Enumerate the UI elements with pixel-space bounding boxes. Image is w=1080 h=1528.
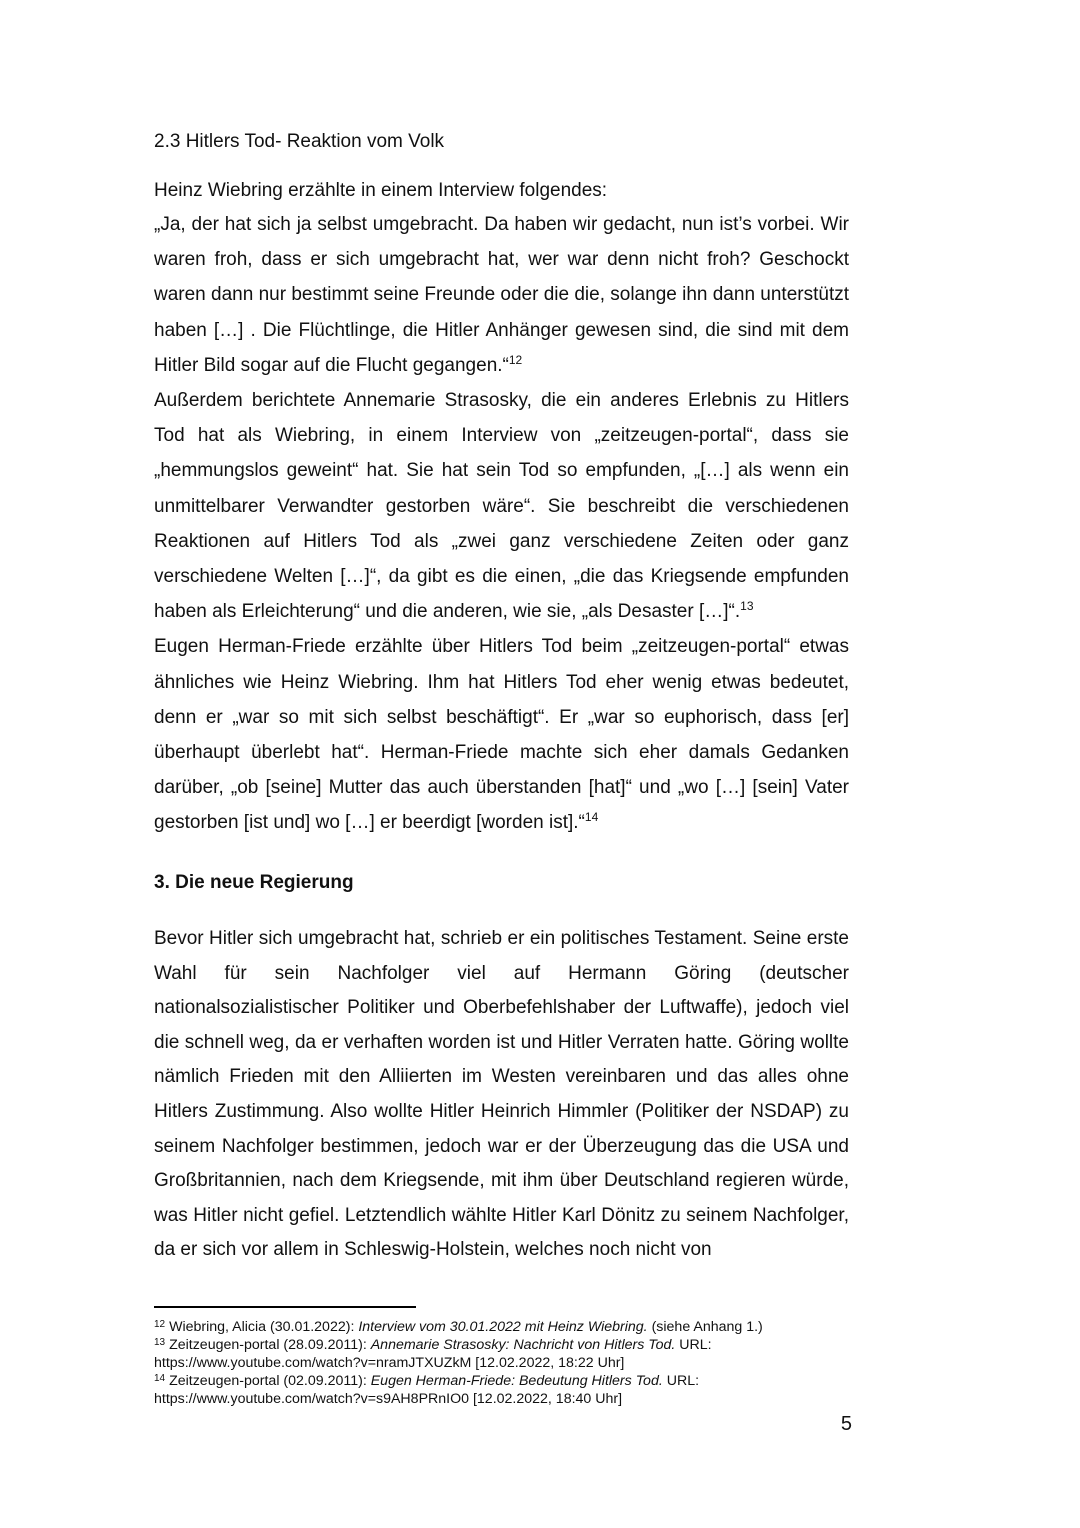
wiebring-quote [154,207,849,383]
friede-body: Eugen Herman-Friede erzählte über Hitlers Tod beim „zeitzeugen-portal“ etwas ähnliches wie Heinz Wiebring. Ihm hat Hitlers Tod eher wenig etwas bedeutet, denn er „war so mit sich selbst beschäftigt“. Er „war so euphorisch, dass [er] überhaupt überlebt hat“. Herman-Friede machte sich eher damals Gedanken darüber, „ob [seine] Mutter das auch überstanden [hat]“ und „wo […] [sein] Vater gestorben [ist und] wo […] er beerdigt [worden ist].“ [154,636,849,834]
strasosky-body: Außerdem berichtete Annemarie Strasosky, die ein anderes Erlebnis zu Hitlers Tod hat als Wiebring, in einem Interview von „zeitzeugen-portal“, dass sie „hemmungslos geweint“ hat. Sie hat sein Tod so empfunden, „[…] als wenn ein unmittelbarer Verwandter gestorben wäre“. Sie beschreibt die verschiedenen Reaktionen auf Hitlers Tod als „zwei ganz verschiedene Zeiten oder ganz verschiedene Welten […]“, da gibt es die einen, „die das Kriegsende empfunden haben als Erleichterung“ und die anderen, wie sie, „als Desaster […]“. [154,390,849,623]
government-body: Bevor Hitler sich umgebracht hat, schrieb er ein politisches Testament. Seine erste Wahl für sein Nachfolger viel auf Hermann Göring (deutscher nationalsozialistischer Politiker und Oberbefehlshaber der Luftwaffe), jedoch viel die schnell weg, da er verhaften worden ist und Hitler Verraten hatte. Göring wollte nämlich Frieden mit den Alliierten im Westen vereinbaren und das alles ohne Hitlers Zustimmung. Also wollte Hitler Heinrich Himmler (Politiker der NSDAP) zu seinem Nachfolger bestimmen, jedoch war er der Überzeugung das die USA und Großbritannien, nach dem Kriegsende, mit ihm über Deutschland regieren würde, was Hitler nicht gefiel. Letztendlich wählte Hitler Karl Dönitz zu seinem Nachfolger, da er sich vor allem in Schleswig-Holstein, welches noch nicht von [154,928,849,1261]
footnote-13-url: https://www.youtube.com/watch?v=nramJTXUZkM [12.02.2022, 18:22 Uhr] [154,1355,625,1371]
footnote-12 [154,1318,874,1336]
footnote-separator [154,1306,416,1308]
intro-line: Heinz Wiebring erzählte in einem Interview folgendes: [154,180,608,201]
footnote-number: 13 [154,1337,166,1348]
footnote-suffix: URL: [675,1337,712,1353]
footnote-13 [154,1336,874,1354]
friede-text [154,629,849,840]
footnote-number: 14 [154,1373,166,1384]
footnote-14 [154,1372,874,1390]
reaction-paragraph [154,207,849,841]
chapter-heading: 3. Die neue Regierung [154,872,354,893]
footnote-14-url: https://www.youtube.com/watch?v=s9AH8PRnIO0 [12.02.2022, 18:40 Uhr] [154,1391,623,1407]
footnote-suffix: (siehe Anhang 1.) [647,1319,763,1335]
footnote-ref-14: 14 [584,810,599,825]
footnote-title: Annemarie Strasosky: Nachricht von Hitlers Tod. [370,1337,676,1353]
government-paragraph [154,922,849,1268]
footnote-source: Zeitzeugen-portal (02.09.2011): [165,1373,371,1389]
section-heading: 2.3 Hitlers Tod- Reaktion vom Volk [154,131,445,152]
footnote-title: Interview vom 30.01.2022 mit Heinz Wiebring. [358,1319,648,1335]
footnote-source: Zeitzeugen-portal (28.09.2011): [165,1337,371,1353]
footnote-source: Wiebring, Alicia (30.01.2022): [165,1319,359,1335]
footnote-number: 12 [154,1319,166,1330]
wiebring-quote-text: „Ja, der hat sich ja selbst umgebracht. Da haben wir gedacht, nun ist’s vorbei. Wir waren froh, dass er sich umgebracht hat, wer war denn nicht froh? Geschockt waren dann nur bestimmt seine Freunde oder die die, solange ihn dann unterstützt haben […] . Die Flüchtlinge, die Hitler Anhänger gewesen sind, die sind mit dem Hitler Bild sogar auf die Flucht gegangen.“ [154,214,849,376]
footnote-ref-13: 13 [740,599,754,614]
footnote-ref-12: 12 [508,352,523,367]
strasosky-text [154,383,849,629]
page-number: 5 [840,1413,852,1435]
footnote-suffix: URL: [662,1373,700,1389]
footnote-title: Eugen Herman-Friede: Bedeutung Hitlers Tod. [370,1373,663,1389]
footnotes [154,1318,874,1408]
